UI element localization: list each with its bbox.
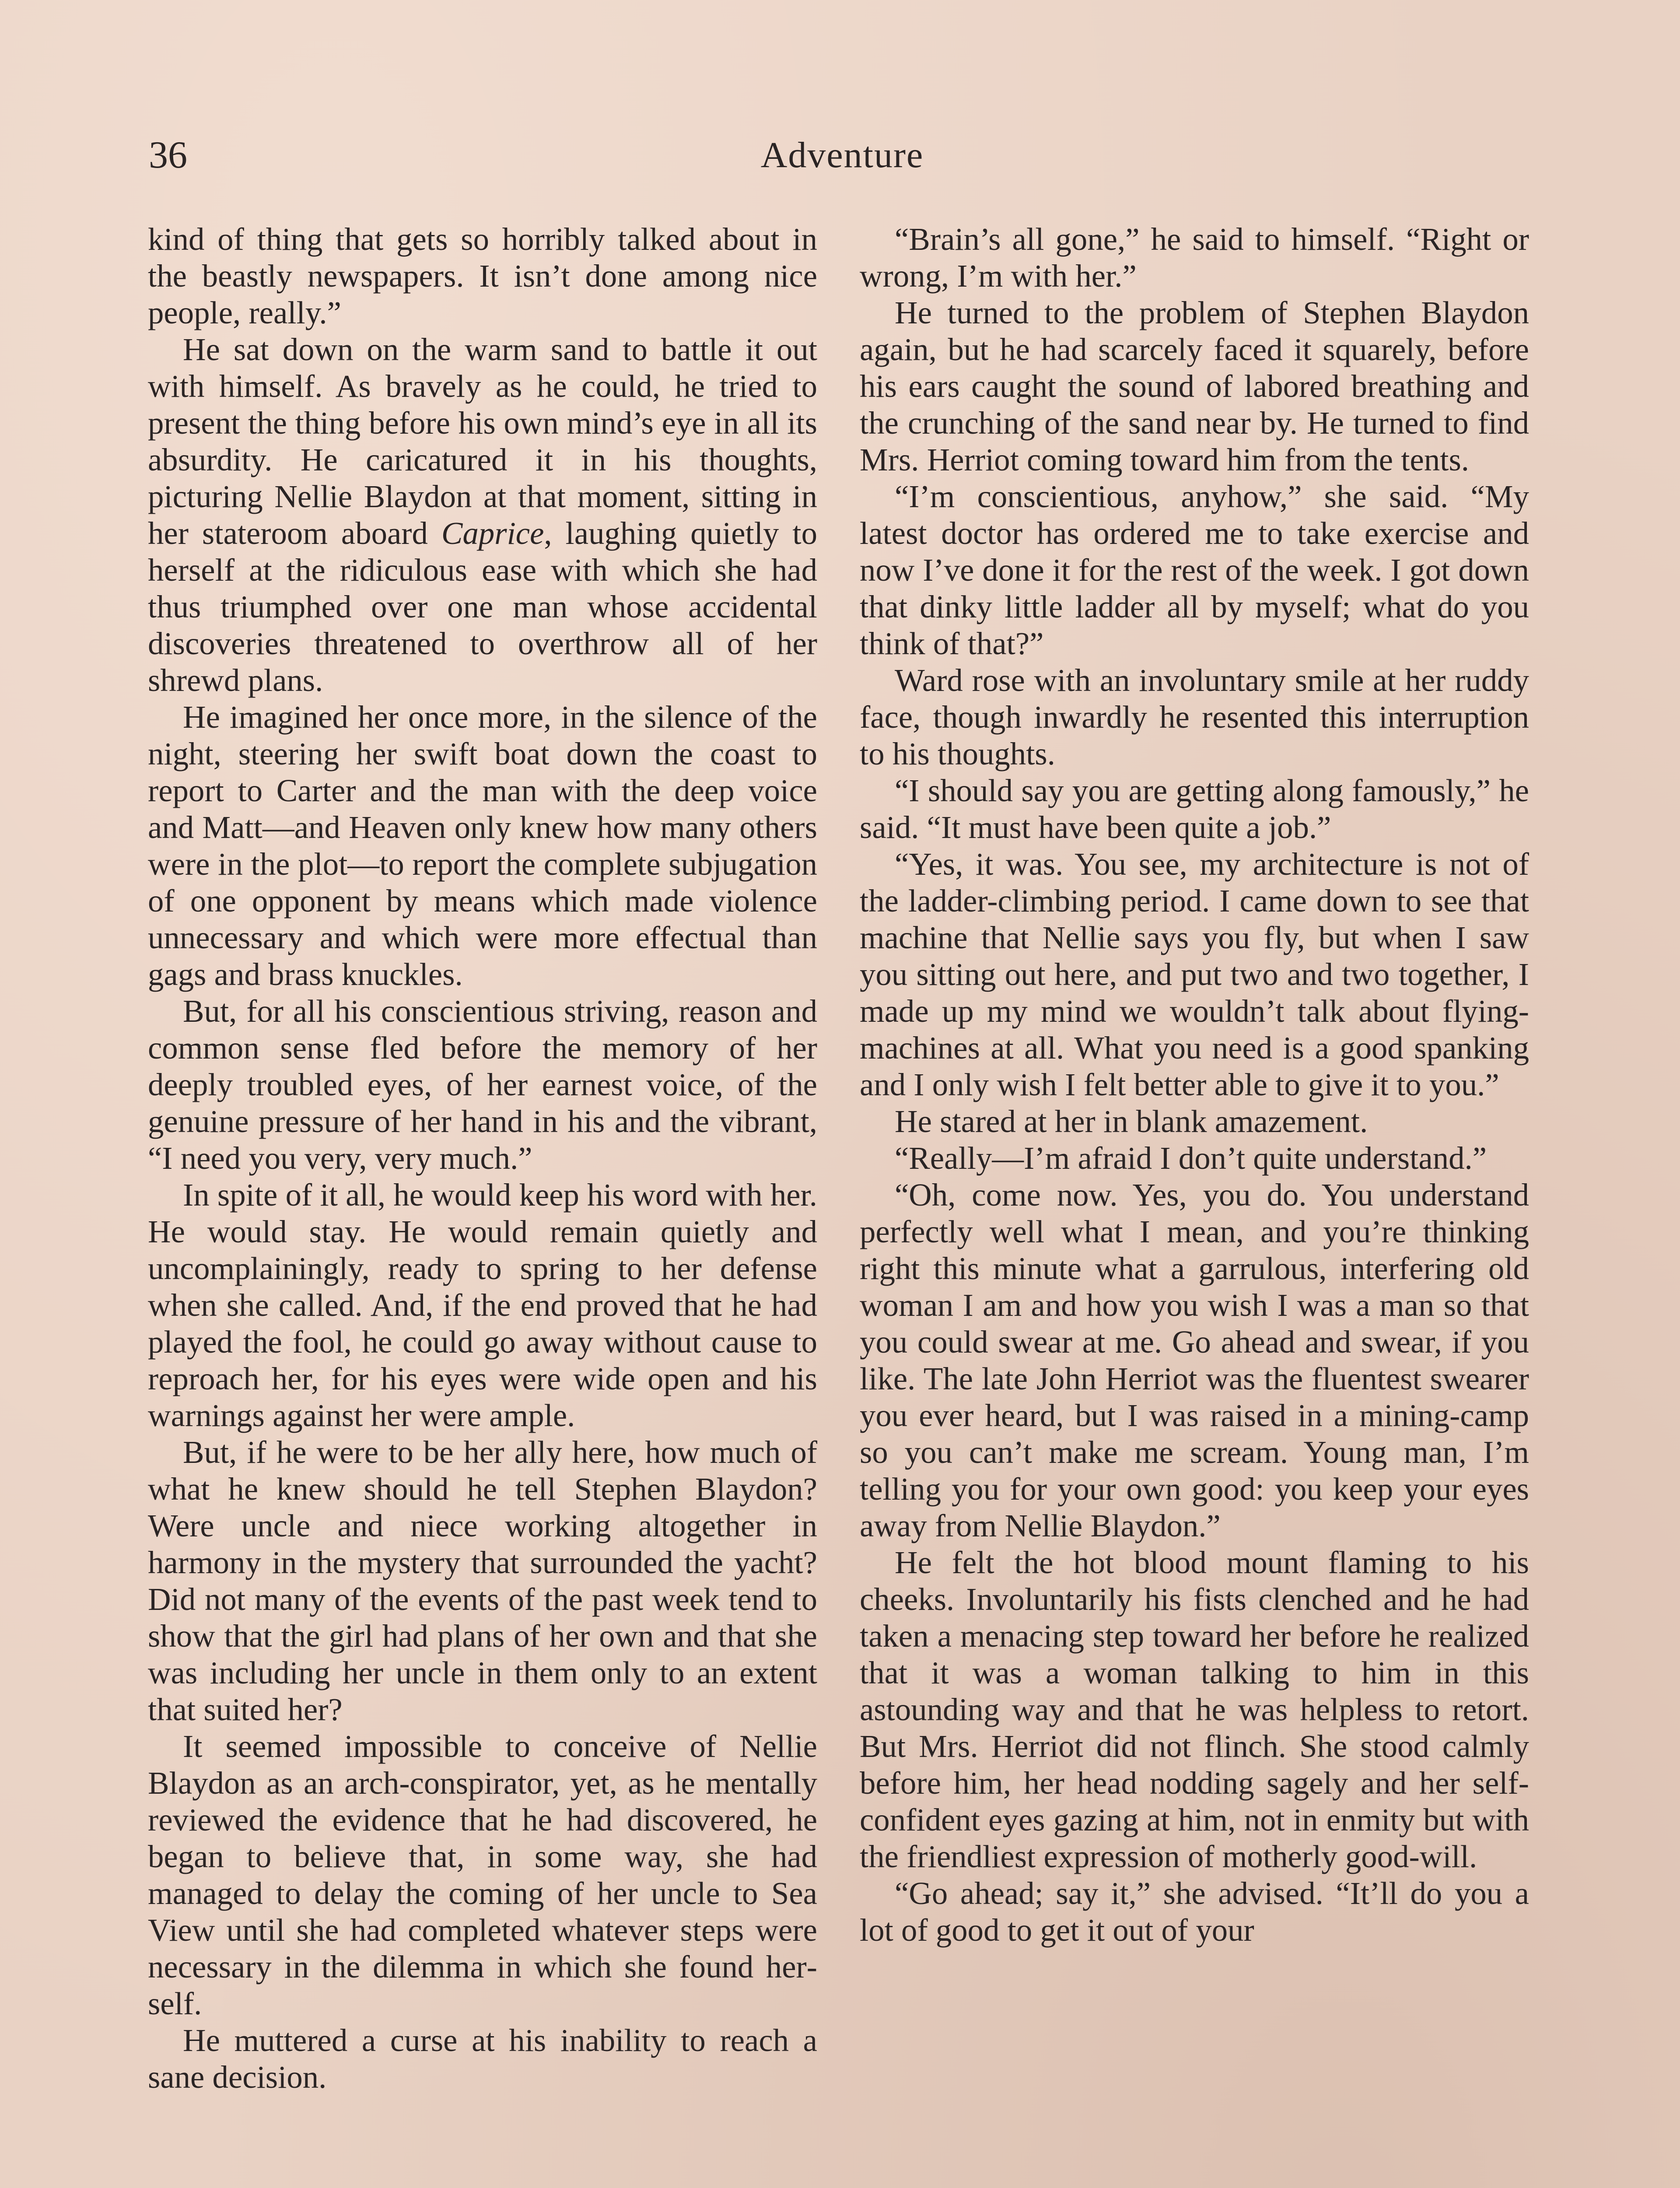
page-header xyxy=(149,131,1536,179)
paragraph: “Yes, it was. You see, my architecture is not of the ladder-climbing period. I came down to see that machine that Nellie says you fly, but when I saw you sitting out here, and put two and two together, I made up my mind we wouldn’t talk about flying-machines at all. What you need is a good spanking and I only wish I felt better able to give it to you.” xyxy=(860,846,1529,1102)
paragraph: He turned to the problem of Stephen Blaydon again, but he had scarcely faced it squarely, before his ears caught the sound of labored breathing and the crunching of the sand near by. He turned to find Mrs. Herriot coming toward him from the tents. xyxy=(860,295,1529,477)
paragraph: He muttered a curse at his inability to reach a sane decision. xyxy=(148,2023,817,2095)
paragraph: In spite of it all, he would keep his word with her. He would stay. He would remain quietly and uncomplainingly, ready to spring to her defense when she called. And, if the end proved that he had played the fool, he could go away without cause to reproach her, for his eyes were wide open and his warnings against her were ample. xyxy=(148,1177,817,1433)
paragraph: “Really—I’m afraid I don’t quite understand.” xyxy=(895,1140,1487,1176)
yacht-name: Caprice xyxy=(441,515,544,551)
paragraph: He felt the hot blood mount flaming to his cheeks. Involuntarily his fists clenched and he had taken a menacing step toward her before he realized that it was a woman talking to him in this astounding way and that he was helpless to retort. But Mrs. Herriot did not flinch. She stood calmly before him, her head nodding sagely and her self-confident eyes gazing at him, not in enmity but with the friendliest expression of motherly good-will. xyxy=(860,1545,1529,1874)
paragraph: He imagined her once more, in the silence of the night, steering her swift boat down the coast to report to Carter and the man with the deep voice and Matt—and Heaven only knew how many others were in the plot—to report the complete subjugation of one opponent by means which made violence unnecessary and which were more effectual than gags and brass knuckles. xyxy=(148,699,817,992)
paragraph: “I’m conscientious, anyhow,” she said. “My latest doctor has ordered me to take exercise and now I’ve done it for the rest of the week. I got down that dinky little ladder all by myself; what do you think of that?” xyxy=(860,479,1529,661)
running-title: Adventure xyxy=(760,135,924,175)
paragraph-text: , laughing quietly to herself at the ridiculous ease with which she had thus triumphed over one man whose accidental discoveries threatened to overthrow all of her shrewd plans. xyxy=(148,515,817,698)
left-column xyxy=(148,221,817,2096)
paragraph: But, for all his conscientious striving, reason and common sense fled before the memory of her deeply troubled eyes, of her earnest voice, of the genuine pressure of her hand in his and the vibrant, “I need you very, very much.” xyxy=(148,993,817,1176)
page-number: 36 xyxy=(149,134,187,176)
paragraph: It seemed impossible to conceive of Nellie Blaydon as an arch-conspirator, yet, as he mentally reviewed the evidence that he had discovered, he began to believe that, in some way, she had managed to delay the coming of her uncle to Sea View until she had completed whatever steps were necessary in the dilemma in which she found herself. xyxy=(148,1729,817,2021)
paragraph: “I should say you are getting along famously,” he said. “It must have been quite a job.” xyxy=(860,773,1529,845)
paragraph: Ward rose with an involuntary smile at her ruddy face, though inwardly he resented this interruption to his thoughts. xyxy=(860,663,1529,771)
paragraph: “Oh, come now. Yes, you do. You understand perfectly well what I mean, and you’re thinking right this minute what a garrulous, interfering old woman I am and how you wish I was a man so that you could swear at me. Go ahead and swear, if you like. The late John Herriot was the fluentest swearer you ever heard, but I was raised in a mining-camp so you can’t make me scream. Young man, I’m telling you for your own good: you keep your eyes away from Nellie Blaydon.” xyxy=(860,1177,1529,1543)
paragraph xyxy=(148,331,817,699)
paragraph-text: He sat down on the warm sand to battle it out with himself. As bravely as he could, he tried to present the thing before his own mind’s eye in all its absurdity. He caricatured it in his thoughts, picturing Nellie Blaydon at that moment, sitting in her stateroom aboard xyxy=(148,332,817,551)
paragraph: He stared at her in blank amazement. xyxy=(895,1104,1368,1139)
right-column xyxy=(860,221,1529,1949)
paragraph: But, if he were to be her ally here, how much of what he knew should he tell Stephen Blaydon? Were uncle and niece working altogether in harmony in the mystery that surrounded the yacht? Did not many of the events of the past week tend to show that the girl had plans of her own and that she was including her uncle in them only to an extent that suited her? xyxy=(148,1434,817,1727)
paragraph: “Go ahead; say it,” she advised. “It’ll do you a lot of good to get it out of your xyxy=(860,1876,1529,1948)
paragraph: kind of thing that gets so horribly talked about in the beastly newspapers. It isn’t done among nice people, really.” xyxy=(148,221,817,330)
paragraph: “Brain’s all gone,” he said to himself. “Right or wrong, I’m with her.” xyxy=(860,221,1529,294)
